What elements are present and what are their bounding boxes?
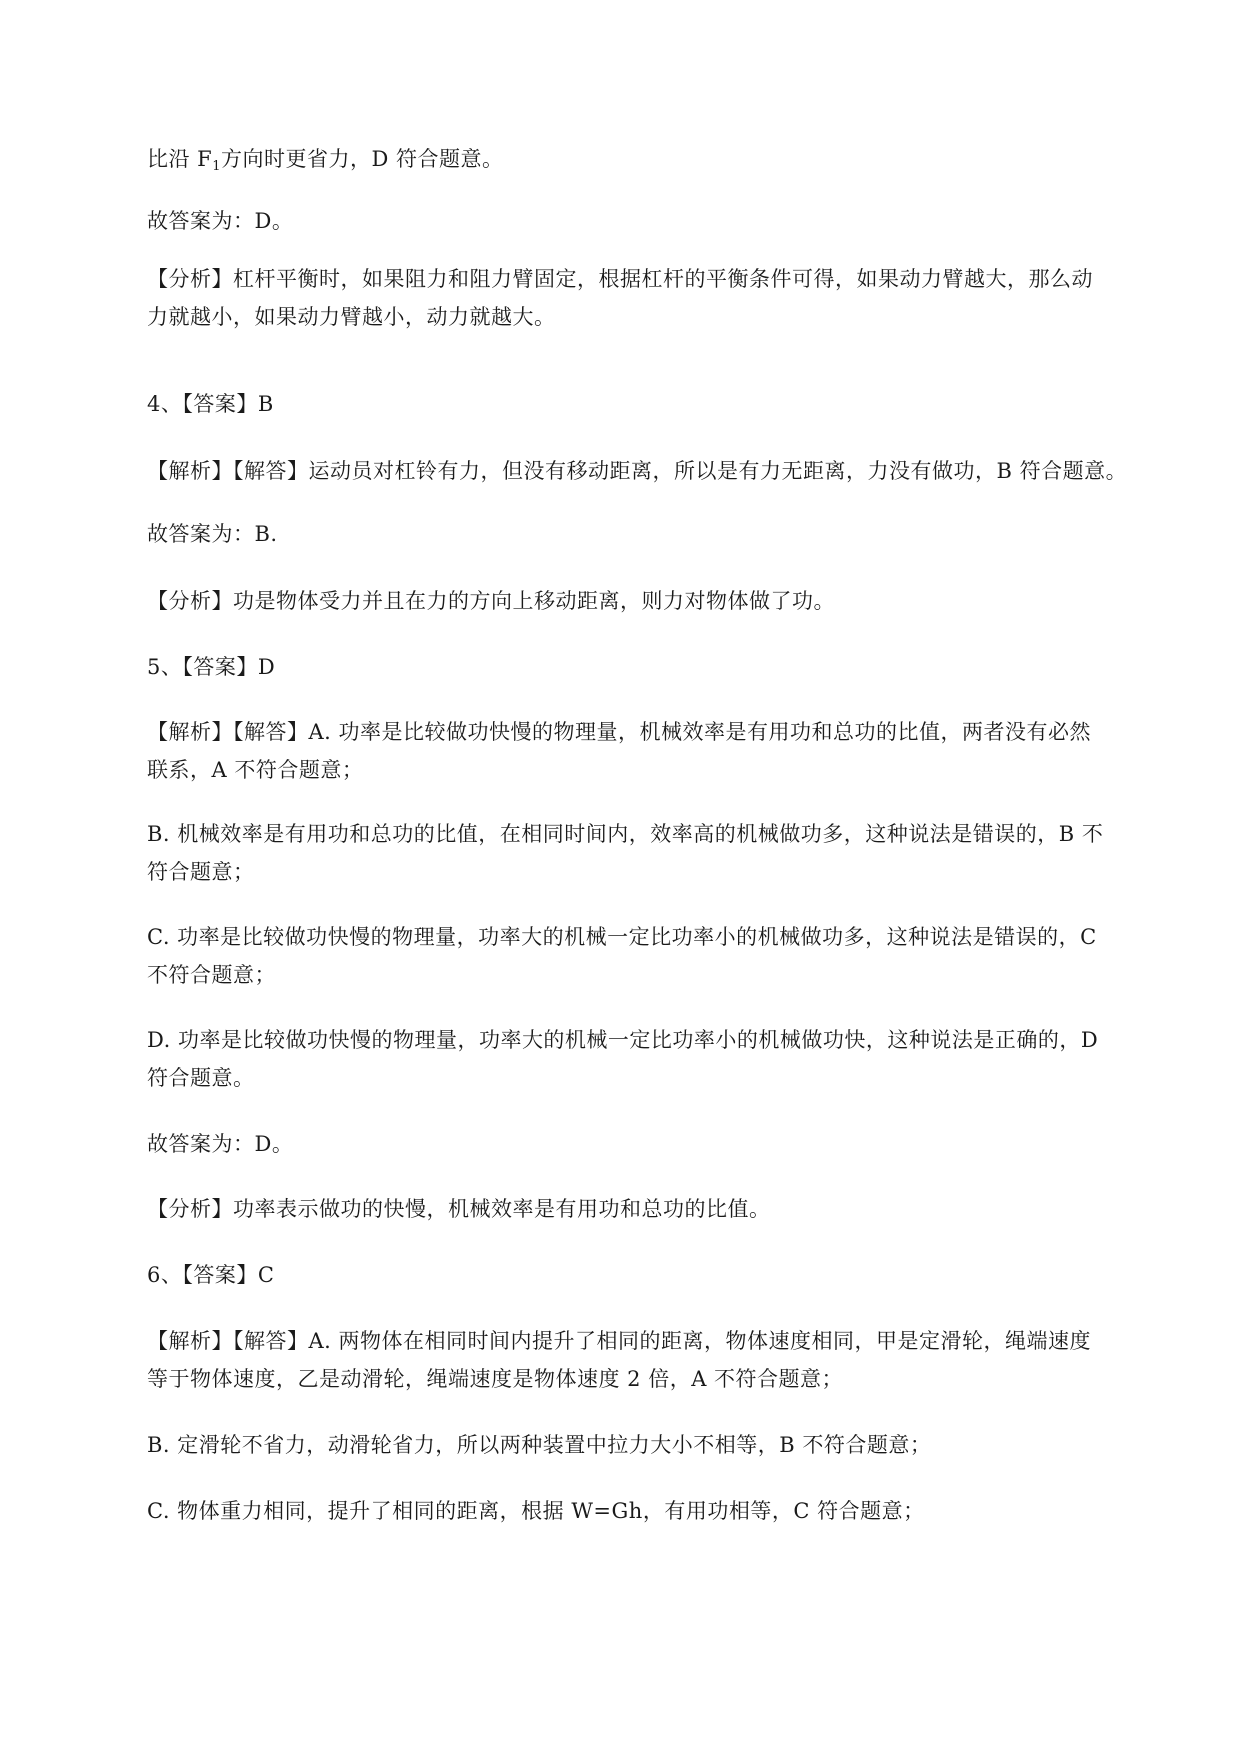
paragraph <box>147 918 1152 994</box>
paragraph <box>147 1125 1152 1163</box>
text-line: C. 物体重力相同，提升了相同的距离，根据 W=Gh，有用功相等，C 符合题意； <box>147 1499 925 1523</box>
text-line: 不符合题意； <box>147 963 276 987</box>
paragraph <box>147 582 1152 620</box>
text-line: 【解析】【解答】A. 两物体在相同时间内提升了相同的距离，物体速度相同，甲是定滑轮，绳端速度 <box>147 1329 1092 1353</box>
paragraph <box>147 515 1152 553</box>
text-line: 4、【答案】B <box>147 392 274 416</box>
text-line: B. 定滑轮不省力，动滑轮省力，所以两种装置中拉力大小不相等，B 不符合题意； <box>147 1433 932 1457</box>
text-line: 【分析】功率表示做功的快慢，机械效率是有用功和总功的比值。 <box>147 1197 771 1221</box>
text-line: 等于物体速度，乙是动滑轮，绳端速度是物体速度 2 倍，A 不符合题意； <box>147 1367 844 1391</box>
text-line: 【解析】【解答】A. 功率是比较做功快慢的物理量，机械效率是有用功和总功的比值，两者没有必然 <box>147 720 1092 744</box>
text-line: 力就越小，如果动力臂越小，动力就越大。 <box>147 305 556 329</box>
paragraph <box>147 713 1152 789</box>
paragraph <box>147 452 1152 490</box>
paragraph <box>147 385 1152 423</box>
subscript: 1 <box>212 159 222 174</box>
paragraph <box>147 1492 1152 1530</box>
paragraph <box>147 1426 1152 1464</box>
text-line: 【分析】杠杆平衡时，如果阻力和阻力臂固定，根据杠杆的平衡条件可得，如果动力臂越大，那么动 <box>147 267 1093 291</box>
paragraph <box>147 1256 1152 1294</box>
text-line: 故答案为：B. <box>147 522 278 546</box>
text-line: 故答案为：D。 <box>147 209 294 233</box>
text-line: D. 功率是比较做功快慢的物理量，功率大的机械一定比功率小的机械做功快，这种说法是正确的，D <box>147 1028 1099 1052</box>
text-line: 比沿 $F_1$方向时更省力，D 符合题意。 <box>147 147 504 174</box>
text-line: C. 功率是比较做功快慢的物理量，功率大的机械一定比功率小的机械做功多，这种说法是错误的，C <box>147 925 1097 949</box>
paragraph <box>147 1190 1152 1228</box>
paragraph <box>147 815 1152 891</box>
paragraph <box>147 140 1152 186</box>
text-line: B. 机械效率是有用功和总功的比值，在相同时间内，效率高的机械做功多，这种说法是错误的，B 不 <box>147 822 1104 846</box>
text-line: 故答案为：D。 <box>147 1132 294 1156</box>
paragraph <box>147 260 1152 336</box>
text-line: 6、【答案】C <box>147 1263 275 1287</box>
text-line: 【解析】【解答】运动员对杠铃有力，但没有移动距离，所以是有力无距离，力没有做功，B 符合题意。 <box>147 459 1128 483</box>
text-line: 5、【答案】D <box>147 655 276 679</box>
text-line: 符合题意； <box>147 860 255 884</box>
text-line: 联系，A 不符合题意； <box>147 758 364 782</box>
paragraph <box>147 648 1152 686</box>
paragraph <box>147 1021 1152 1097</box>
text-line: 【分析】功是物体受力并且在力的方向上移动距离，则力对物体做了功。 <box>147 589 835 613</box>
text-line: 符合题意。 <box>147 1066 255 1090</box>
paragraph <box>147 1322 1152 1398</box>
paragraph <box>147 202 1152 240</box>
